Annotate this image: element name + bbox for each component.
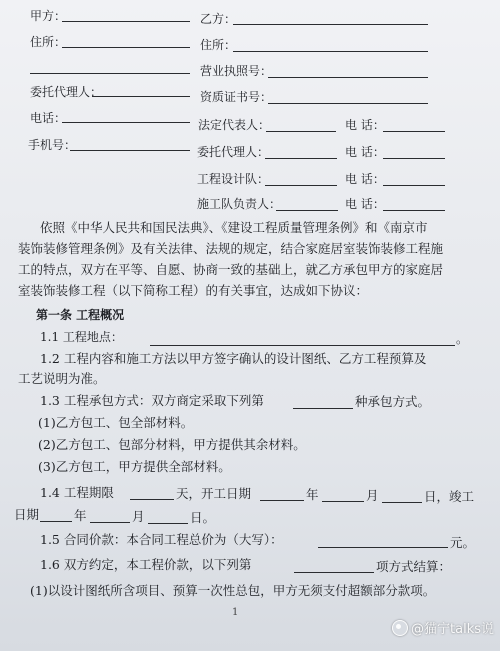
watermark-text: @猫宁talks说 — [411, 622, 494, 637]
design-team-label: 工程设计队： — [197, 172, 270, 186]
address-b-label: 住所： — [200, 38, 237, 52]
agent-b-line — [265, 158, 337, 159]
address-a-label: 住所： — [30, 35, 67, 49]
clause-1-4-end-day-line — [148, 523, 188, 524]
camera-circle-icon — [392, 620, 408, 636]
clause-1-6-option-1: (1)以设计图纸所含项目、预算一次性总包，甲方无须支付超额部分款项。 — [30, 583, 436, 598]
clause-1-1-end: 。 — [456, 332, 469, 346]
extra-line-a — [30, 73, 190, 74]
phone-a-line — [62, 122, 190, 123]
site-manager-line — [276, 210, 338, 211]
legal-rep-tel-label: 电 话： — [345, 118, 385, 132]
party-a-label: 甲方： — [30, 9, 67, 23]
qualification-label: 资质证书号： — [200, 90, 273, 104]
clause-1-1: 1.1 工程地点： — [40, 330, 123, 344]
agent-b-tel-label: 电 话： — [345, 145, 385, 159]
clause-1-2-b: 工艺说明为准。 — [18, 371, 106, 386]
agent-a-line — [92, 96, 190, 97]
site-manager-label: 施工队负责人： — [197, 197, 282, 211]
clause-1-3-a: 1.3 工程承包方式：双方商定采取下列第 — [40, 393, 264, 408]
party-a-line — [62, 21, 190, 22]
clause-1-4-g: 年 — [74, 508, 87, 523]
clause-1-3-b: 种承包方式。 — [355, 394, 431, 409]
option-3: (3)乙方包工，甲方提供全部材料。 — [38, 459, 231, 474]
legal-rep-tel-line — [383, 131, 445, 132]
preamble-line-1: 依照《中华人民共和国民法典》、《建设工程质量管理条例》和《南京市 — [40, 220, 428, 235]
legal-rep-line — [266, 131, 336, 132]
party-b-label: 乙方： — [200, 12, 237, 26]
site-manager-tel-line — [383, 210, 445, 211]
mobile-a-label: 手机号： — [28, 138, 77, 152]
clause-1-5-line — [318, 547, 448, 548]
business-license-line — [268, 77, 428, 78]
clause-1-2-a: 1.2 工程内容和施工方法以甲方签字确认的设计图纸、乙方工程预算及 — [40, 351, 427, 366]
address-b-line — [233, 51, 428, 52]
preamble-line-4: 室装饰装修工程（以下简称工程）的有关事宜，达成如下协议： — [18, 283, 369, 298]
clause-1-4-i: 日。 — [190, 510, 216, 525]
clause-1-6-a: 1.6 双方约定，本工程价款，以下列第 — [40, 557, 252, 572]
qualification-line — [268, 103, 428, 104]
preamble-line-3: 工的特点，双方在平等、自愿、协商一致的基础上，就乙方承包甲方的家庭居 — [18, 262, 444, 277]
clause-1-4-a: 1.4 工程期限 — [40, 485, 114, 500]
option-1: (1)乙方包工、包全部材料。 — [38, 415, 194, 430]
address-a-line — [62, 47, 190, 48]
option-2: (2)乙方包工、包部分材料，甲方提供其余材料。 — [38, 437, 306, 452]
party-b-line — [233, 24, 428, 25]
clause-1-6-line — [294, 572, 374, 573]
design-team-tel-label: 电 话： — [345, 172, 385, 186]
clause-1-4-end-month-line — [90, 522, 130, 523]
clause-1-1-line — [150, 345, 455, 346]
agent-b-label: 委托代理人： — [197, 145, 270, 159]
clause-1-4-end-year-line — [40, 521, 72, 522]
clause-1-4-h: 月 — [132, 509, 145, 524]
agent-a-label: 委托代理人： — [30, 85, 103, 99]
design-team-line — [265, 185, 337, 186]
clause-1-4-f: 日期 — [14, 507, 40, 522]
clause-1-4-b: 天，开工日期 — [176, 486, 252, 501]
clause-1-5-b: 元。 — [450, 535, 476, 550]
business-license-label: 营业执照号： — [200, 64, 273, 78]
clause-1-5-a: 1.5 合同价款：本合同工程总价为（大写）： — [40, 532, 283, 547]
mobile-a-line — [70, 150, 190, 151]
phone-a-label: 电话： — [30, 111, 67, 125]
design-team-tel-line — [383, 185, 445, 186]
page-number: 1 — [232, 607, 239, 618]
clause-1-6-b: 项方式结算： — [376, 559, 452, 574]
clause-1-4-month-line — [322, 501, 364, 502]
article-1-title: 第一条 工程概况 — [36, 308, 125, 322]
site-manager-tel-label: 电 话： — [345, 197, 385, 211]
legal-rep-label: 法定代表人： — [198, 118, 271, 132]
clause-1-4-day-line — [382, 502, 422, 503]
clause-1-4-c: 年 — [306, 487, 319, 502]
clause-1-4-days-line — [130, 499, 174, 500]
agent-b-tel-line — [383, 158, 445, 159]
clause-1-3-line — [293, 408, 353, 409]
clause-1-4-year-line — [260, 500, 304, 501]
preamble-line-2: 装饰装修管理条例》及有关法律、法规的规定，结合家庭居室装饰装修工程施 — [18, 241, 444, 256]
clause-1-4-d: 月 — [366, 488, 379, 503]
watermark — [392, 618, 494, 637]
clause-1-4-e: 日，竣工 — [424, 489, 475, 504]
